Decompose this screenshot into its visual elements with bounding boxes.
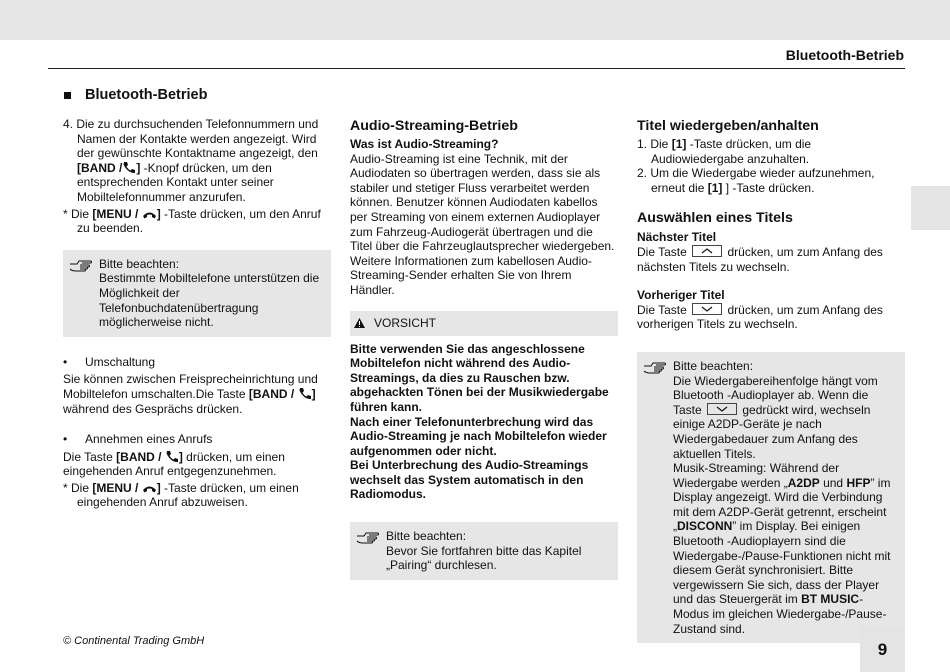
note-box-phonebook xyxy=(63,250,331,337)
next-track-title: Nächster Titel xyxy=(637,230,717,245)
hint-end-call: * Die [MENU / ] -Taste drücken, um den Anruf zu beenden. xyxy=(63,206,321,236)
header-rule xyxy=(48,68,905,69)
phone-hangup-icon xyxy=(142,484,157,494)
top-band xyxy=(0,0,950,40)
caution-text-3: Bei Unterbrechung des Audio-Streamings wechselt das System automatisch in den Radiomodus. xyxy=(350,458,589,502)
section-title-text: Bluetooth-Betrieb xyxy=(85,87,208,103)
prev-track-text: Die Taste drücken, um zum Anfang des vorherigen Titels zu wechseln. xyxy=(637,302,883,332)
phone-call-icon xyxy=(165,450,179,463)
note-label: Bitte beachten: xyxy=(386,529,467,544)
bullet-answer-text: Die Taste [BAND / ] drücken, um einen eingehenden Anruf entgegenzunehmen. xyxy=(63,449,285,479)
note-text-order: Die Wiedergabereihenfolge hängt vom Bluetooth -Audioplayer ab. Wenn die Taste gedrückt wird, wechseln einige A2DP-Geräte je nach Wiedergabedauer zum Anfang des aktuellen Titels. xyxy=(673,373,878,461)
dot-bullet-icon: • xyxy=(63,354,68,369)
caution-label: VORSICHT xyxy=(374,315,437,330)
bullet-answer-title: • Annehmen eines Anrufs xyxy=(63,432,213,447)
dot-bullet-icon: • xyxy=(63,432,68,447)
bullet-switch-text: Sie können zwischen Freisprecheinrichtung und Mobiltelefon umschalten.Die Taste [BAND / ] während des Gesprächs drücken. xyxy=(63,372,318,416)
note-text: Bevor Sie fortfahren bitte das Kapitel „Pairing“ durchlesen. xyxy=(386,543,582,573)
caution-header xyxy=(350,311,618,336)
next-track-text: Die Taste drücken, um zum Anfang des nächsten Titels zu wechseln. xyxy=(637,244,883,274)
up-key-icon xyxy=(692,245,722,257)
phone-call-icon xyxy=(122,161,136,174)
bullet-switch-title: • Umschaltung xyxy=(63,354,156,369)
play-pause-step-1: 1. Die [1] -Taste drücken, um die Audiowiedergabe anzuhalten. xyxy=(637,137,812,166)
down-key-icon xyxy=(692,303,722,315)
note-label: Bitte beachten: xyxy=(673,358,754,373)
warning-triangle-icon xyxy=(354,318,365,328)
section-title xyxy=(64,87,207,103)
audio-streaming-subtitle: Was ist Audio-Streaming? xyxy=(350,137,499,151)
step-4: 4. Die zu durchsuchenden Telefonnummern und Namen der Kontakte werden angezeigt. Wird der gewünschte Kontaktname angezeigt, den [BAND / ] -Knopf drücken, um den entsprechenden Kontakt unter seiner Mobiltelefonnummer anzurufen. xyxy=(63,117,319,204)
hint-reject-call: * Die [MENU / ] -Taste drücken, um einen eingehenden Anruf abzuweisen. xyxy=(63,480,299,510)
play-pause-step-2: 2. Um die Wiedergabe wieder aufzunehmen, erneut die [1] ] -Taste drücken. xyxy=(637,166,875,195)
page-header-title: Bluetooth-Betrieb xyxy=(785,47,904,63)
note-box-pairing xyxy=(350,522,618,580)
pointing-hand-icon xyxy=(356,530,380,544)
select-track-title: Auswählen eines Titels xyxy=(637,210,793,227)
down-key-icon xyxy=(707,403,737,415)
caution-text-1: Bitte verwenden Sie das angeschlossene Mobiltelefon nicht während des Audio-Streamings, da dies zu Rauschen bzw. abgehackten Tönen bei der Musikwiedergabe führen kann. xyxy=(350,341,609,414)
caution-text-2: Nach einer Telefonunterbrechung wird das Audio-Streaming je nach Mobiltelefon wieder aufgenommen oder nicht. xyxy=(350,414,607,458)
audio-streaming-body: Audio-Streaming ist eine Technik, mit der Audiodaten so übertragen werden, dass sie als stabiler und stetiger Fluss verarbeitet werden können. Benutzer können Audiodaten kabellos per Streaming von einem externen Audioplayer zum Fahrzeug-Audiogerät übertragen und die Titel über die Fahrzeuglautsprecher wiedergeben. Weitere Informationen zum kabellosen Audio-Streaming-Sender erhalten Sie von Ihrem Händler. xyxy=(350,151,615,297)
note-box-playback xyxy=(637,352,905,643)
pointing-hand-icon xyxy=(69,258,93,272)
play-pause-title: Titel wiedergeben/anhalten xyxy=(637,118,819,134)
column-left xyxy=(63,117,331,510)
side-tab xyxy=(911,186,950,230)
column-middle xyxy=(350,117,618,580)
note-text-streaming: Musik-Streaming: Während der Wiedergabe werden „A2DP und HFP” im Display angezeigt. Wird die Verbindung mit dem A2DP-Gerät getrennt, erscheint „DISCONN” im Display. Bei einigen Bluetooth -Audioplayern sind die Wiedergabe-/Pause-Funktionen nicht mit diesem Gerät synchronisiert. Bitte vergewissern Sie sich, dass der Player und das Steuergerät im BT MUSIC-Modus im gleichen Wiedergabe-/Pause-Zustand sind. xyxy=(673,461,891,636)
page-number: 9 xyxy=(860,627,905,672)
audio-streaming-title: Audio-Streaming-Betrieb xyxy=(350,118,518,134)
phone-hangup-icon xyxy=(142,210,157,220)
note-label: Bitte beachten: xyxy=(99,256,180,271)
footer-copyright: © Continental Trading GmbH xyxy=(63,635,205,647)
pointing-hand-icon xyxy=(643,360,667,374)
square-bullet-icon xyxy=(64,92,71,99)
prev-track-title: Vorheriger Titel xyxy=(637,288,725,303)
note-text: Bestimmte Mobiltelefone unterstützen die Möglichkeit der Telefonbuchdatenübertragung möglicherweise nicht. xyxy=(99,271,320,330)
phone-call-icon xyxy=(298,387,312,400)
column-right xyxy=(637,117,905,643)
